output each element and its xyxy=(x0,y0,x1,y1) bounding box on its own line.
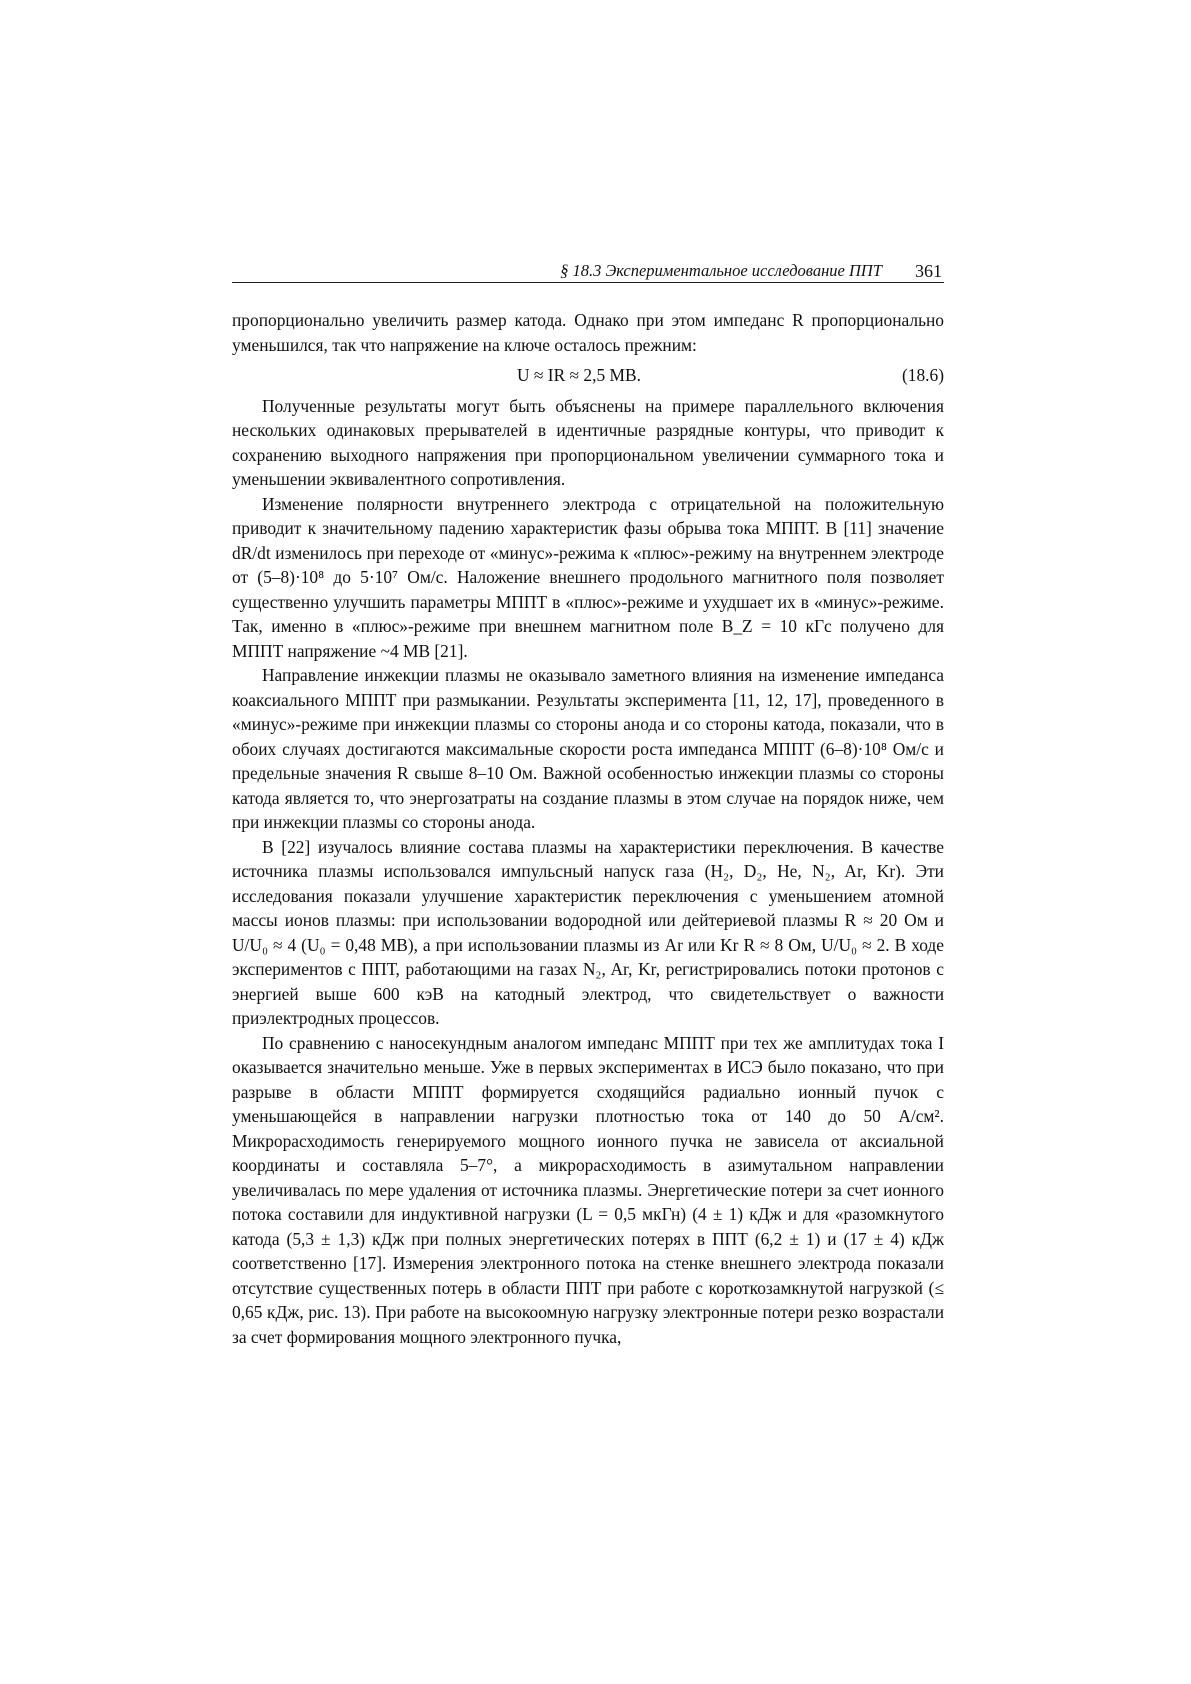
body-text xyxy=(232,308,944,1349)
equation-expression: U ≈ IR ≈ 2,5 МВ. xyxy=(517,365,641,385)
paragraph-5: В [22] изучалось влияние состава плазмы на характеристики переключения. В качестве источника плазмы использовался импульсный напуск газа (H₂, D₂, He, N₂, Ar, Kr). Эти исследования показали улучшение характеристик переключения с уменьшением атомной массы ионов плазмы: при использовании водородной или дейтериевой плазмы R ≈ 20 Ом и U/U₀ ≈ 4 (U₀ = 0,48 МВ), а при использовании плазмы из Ar или Kr R ≈ 8 Ом, U/U₀ ≈ 2. В ходе экспериментов с ППТ, работающими на газах N₂, Ar, Kr, регистрировались потоки протонов с энергией выше 600 кэВ на катодный электрод, что свидетельствует о важности приэлектродных процессов. xyxy=(232,836,944,1028)
paragraph-1: пропорционально увеличить размер катода. Однако при этом импеданс R пропорционально уменьшился, так что напряжение на ключе осталось прежним: xyxy=(232,310,944,355)
equation-number: (18.6) xyxy=(901,365,944,385)
paragraph-6: По сравнению с наносекундным аналогом импеданс МППТ при тех же амплитудах тока I оказывается значительно меньше. Уже в первых экспериментах в ИСЭ было показано, что при разрыве в области МППТ формируется сходящийся радиально ионный пучок с уменьшающейся в направлении нагрузки плотностью тока от 140 до 50 А/см². Микрорасходимость генерируемого мощного ионного пучка не зависела от аксиальной координаты и составляла 5–7°, а микрорасходимость в азимутальном направлении увеличивалась по мере удаления от источника плазмы. Энергетические потери за счет ионного потока составили для индуктивной нагрузки (L = 0,5 мкГн) (4 ± 1) кДж и для «разомкнутого катода (5,3 ± 1,3) кДж при полных энергетических потерях в ППТ (6,2 ± 1) и (17 ± 4) кДж соответственно [17]. Измерения электронного потока на стенке внешнего электрода показали отсутствие существенных потерь в области ППТ при работе с короткозамкнутой нагрузкой (≤ 0,65 кДж, рис. 13). При работе на высокоомную нагрузку электронные потери резко возрастали за счет формирования мощного электронного пучка, xyxy=(232,1032,944,1347)
paragraph-2: Полученные результаты могут быть объяснены на примере параллельного включения нескольких одинаковых прерывателей в идентичные разрядные контуры, что приводит к сохранению выходного напряжения при пропорциональном увеличении суммарного тока и уменьшении эквивалентного сопротивления. xyxy=(232,395,944,489)
paragraph-3: Изменение полярности внутреннего электрода с отрицательной на положительную приводит к значительному падению характеристик фазы обрыва тока МППТ. В [11] значение dR/dt изменилось при переходе от «минус»-режима к «плюс»-режиму на внутреннем электроде от (5–8)·10⁸ до 5·10⁷ Ом/с. Наложение внешнего продольного магнитного поля позволяет существенно улучшить параметры МППТ в «плюс»-режиме и ухудшает их в «минус»-режиме. Так, именно в «плюс»-режиме при внешнем магнитном поле B_Z = 10 кГс получено для МППТ напряжение ~4 МВ [21]. xyxy=(232,493,944,661)
section-title: § 18.3 Экспериментальное исследование ППТ xyxy=(560,261,882,280)
running-header xyxy=(232,262,944,283)
page-number: 361 xyxy=(915,261,942,281)
equation-18-6 xyxy=(232,363,944,388)
paragraph-4: Направление инжекции плазмы не оказывало заметного влияния на изменение импеданса коаксиального МППТ при размыкании. Результаты эксперимента [11, 12, 17], проведенного в «минус»-режиме при инжекции плазмы со стороны анода и со стороны катода, показали, что в обоих случаях достигаются максимальные скорости роста импеданса МППТ (6–8)·10⁸ Ом/с и предельные значения R свыше 8–10 Ом. Важной особенностью инжекции плазмы со стороны катода является то, что энергозатраты на создание плазмы в этом случае на порядок ниже, чем при инжекции плазмы со стороны анода. xyxy=(232,665,944,832)
